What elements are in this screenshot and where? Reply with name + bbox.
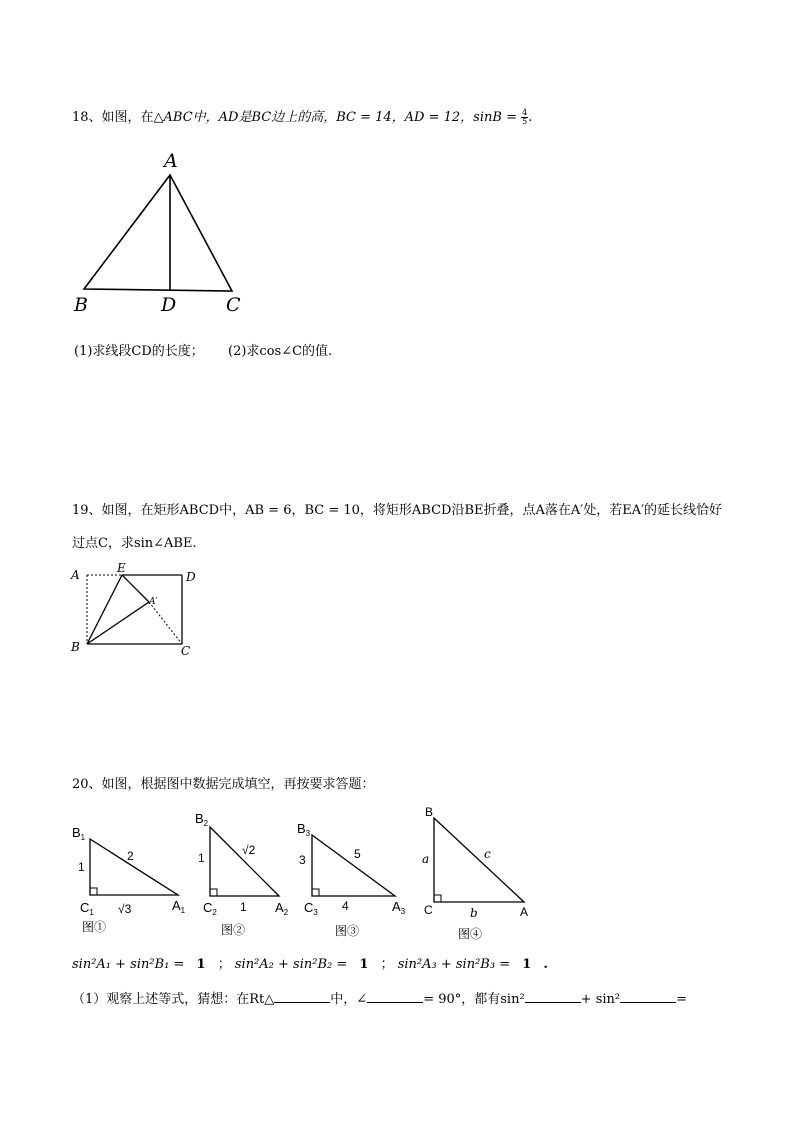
q19-line2: 过点C，求sin∠ABE.: [72, 536, 197, 551]
label-b2: $B_2$: [195, 811, 209, 828]
q18-prefix: 18、如图，在: [72, 110, 154, 125]
leg-label-1: 1: [78, 860, 85, 874]
right-angle-mark-1: [90, 888, 97, 895]
base-label-1: √3: [118, 902, 132, 916]
eq-end: .: [543, 957, 548, 972]
hyp-label-3: 5: [354, 847, 361, 861]
label-c2: $C_2$: [203, 900, 217, 917]
label-b: B: [74, 294, 88, 316]
right-angle-mark-4: [434, 895, 441, 902]
label-d: D: [161, 294, 177, 316]
label-a2: $A_2$: [275, 900, 289, 917]
hyp-label-2: √2: [242, 843, 256, 857]
q18-frac-end: .: [528, 110, 533, 125]
leg-label-3: 3: [299, 853, 306, 867]
label-b3: $B_3$: [297, 821, 311, 838]
label-b1: $B_1$: [72, 825, 86, 842]
segment-be: [87, 575, 122, 644]
label-c4: C: [424, 903, 433, 917]
base-label-3: 4: [342, 899, 349, 913]
q18-stem: [72, 109, 532, 126]
label-a4: A: [520, 905, 529, 919]
side-c-label: c: [484, 847, 491, 861]
label-a1: $A_1$: [172, 898, 186, 915]
q20-part1-d: + sin²: [580, 992, 621, 1007]
q20-figure-4: [418, 800, 538, 945]
triangle-3: [312, 835, 395, 896]
q20-part1-b: 中，∠: [330, 992, 368, 1007]
eq2-value: 1: [359, 957, 369, 972]
q18-frac-den: 5: [522, 117, 528, 126]
label-c: C: [181, 644, 191, 658]
q18-part1: (1)求线段CD的长度；: [74, 344, 204, 359]
q19-figure-rectangle: [65, 560, 205, 660]
q20-figure-3: [295, 817, 415, 942]
blank-angle[interactable]: [367, 990, 423, 1003]
segment-ba-prime: [87, 602, 149, 644]
hyp-label-1: 2: [127, 849, 134, 863]
caption-4: 图④: [458, 927, 483, 941]
q20-line1: 20、如图，根据图中数据完成填空，再按要求答题：: [72, 777, 375, 792]
eq1-lhs: sin²A₁ + sin²B₁ =: [72, 957, 185, 972]
caption-1: 图①: [82, 920, 107, 934]
q20-part1-a: （1）观察上述等式，猜想：在Rt△: [72, 992, 275, 1007]
eq-separator-2: ；: [380, 957, 394, 972]
right-angle-mark-3: [312, 889, 319, 896]
q19-line1: 19、如图，在矩形ABCD中，AB = 6，BC = 10，将矩形ABCD沿BE折叠，点A落在A′处，若EA′的延长线恰好: [72, 503, 723, 518]
label-b: B: [71, 640, 80, 654]
label-c1: $C_1$: [80, 900, 94, 917]
eq3-lhs: sin²A₃ + sin²B₃ =: [397, 957, 511, 972]
eq1-value: 1: [196, 957, 206, 972]
triangle-2: [210, 827, 279, 896]
q18-conditions: △ABC中，AD是BC边上的高，BC = 14，AD = 12，sinB =: [153, 110, 517, 125]
leg-label-2: 1: [198, 851, 205, 865]
label-e: E: [117, 561, 126, 575]
side-b-label: b: [470, 906, 478, 920]
blank-sin-2[interactable]: [620, 990, 676, 1003]
eq3-value: 1: [522, 957, 532, 972]
triangle-4: [434, 818, 524, 902]
q20-equations: [72, 957, 548, 973]
triangle-abc: [84, 175, 232, 291]
q20-figure-2: [193, 808, 293, 940]
q20-part1-e: =: [676, 992, 688, 1007]
eq2-lhs: sin²A₂ + sin²B₂ =: [234, 957, 348, 972]
label-a: A: [71, 568, 80, 582]
side-a-label: a: [422, 852, 430, 866]
label-d: D: [186, 570, 196, 584]
eq-separator-1: ；: [217, 957, 231, 972]
caption-2: 图②: [221, 923, 246, 937]
q18-figure-triangle: [70, 145, 260, 320]
caption-3: 图③: [335, 924, 360, 938]
blank-triangle[interactable]: [274, 990, 330, 1003]
label-c3: $C_3$: [304, 900, 318, 917]
q18-part2: (2)求cos∠C的值.: [228, 344, 333, 359]
base-label-2: 1: [240, 900, 247, 914]
right-angle-mark-2: [210, 889, 217, 896]
blank-sin-1[interactable]: [525, 990, 581, 1003]
segment-ea-prime: [122, 575, 149, 602]
q20-part1: [72, 990, 687, 1008]
label-a-prime: A′: [149, 597, 158, 607]
segment-a-prime-c-dotted: [149, 602, 182, 644]
label-a3: $A_3$: [392, 899, 406, 916]
q18-frac-num: 4: [522, 108, 528, 117]
label-b4: B: [425, 805, 434, 819]
q20-part1-c: = 90°，都有sin²: [423, 992, 525, 1007]
q20-figure-1: [70, 820, 195, 940]
triangle-1: [90, 839, 178, 895]
label-a: A: [164, 150, 178, 172]
label-c: C: [226, 294, 241, 316]
